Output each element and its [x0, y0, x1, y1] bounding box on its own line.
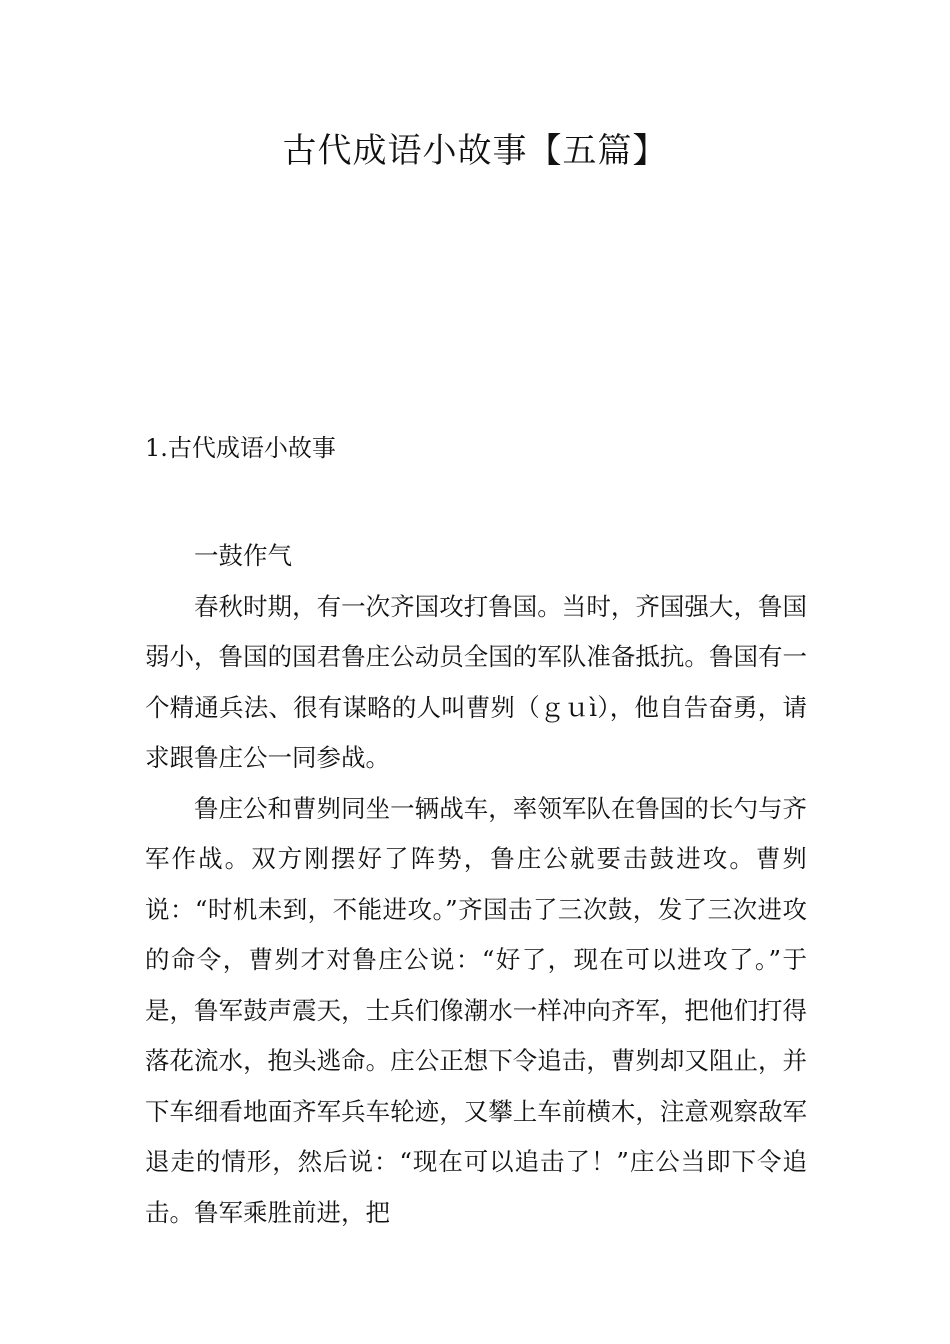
paragraph: 春秋时期，有一次齐国攻打鲁国。当时，齐国强大，鲁国弱小，鲁国的国君鲁庄公动员全国的军队准备抵抗。鲁国有一个精通兵法、很有谋略的人叫曹刿（ｇｕì），他自告奋勇，请求跟鲁庄公一同参战。 [145, 591, 807, 772]
paragraph: 鲁庄公和曹刿同坐一辆战车，率领军队在鲁国的长勺与齐军作战。双方刚摆好了阵势，鲁庄公就要击鼓进攻。曹刿说：“时机未到，不能进攻。”齐国击了三次鼓，发了三次进攻的命令，曹刿才对鲁庄公说：“好了，现在可以进攻了。”于是，鲁军鼓声震天，士兵们像潮水一样冲向齐军，把他们打得落花流水，抱头逃命。庄公正想下令追击，曹刿却又阻止，并下车细看地面齐军兵车轮迹，又攀上车前横木，注意观察敌军退走的情形，然后说：“现在可以追击了！”庄公当即下令追击。鲁军乘胜前进，把 [145, 793, 807, 1227]
section-heading: 1.古代成语小故事 [145, 434, 336, 462]
document-title: 古代成语小故事【五篇】 [282, 131, 668, 171]
story-body [145, 531, 807, 1238]
story-title: 一鼓作气 [194, 541, 292, 570]
